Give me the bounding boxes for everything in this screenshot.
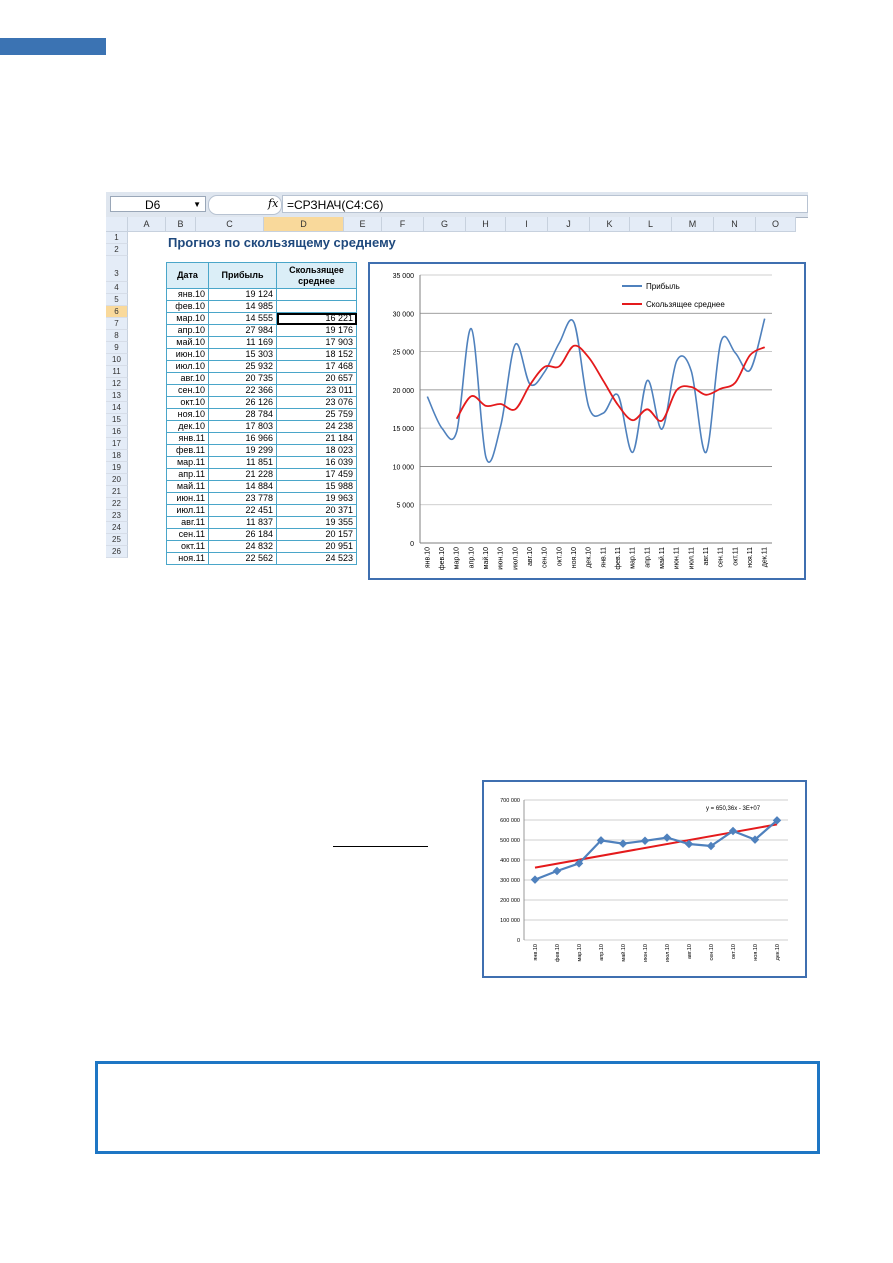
cell-profit[interactable]: 20 735 bbox=[209, 373, 277, 385]
table-row bbox=[167, 301, 357, 313]
x-tick-label: июн.10 bbox=[497, 547, 505, 570]
row-header-24[interactable]: 24 bbox=[106, 522, 128, 534]
cell-profit[interactable]: 28 784 bbox=[209, 409, 277, 421]
table-row bbox=[167, 385, 357, 397]
row-header-21[interactable]: 21 bbox=[106, 486, 128, 498]
table-row bbox=[167, 457, 357, 469]
table-row bbox=[167, 409, 357, 421]
series-line-profit bbox=[427, 319, 764, 463]
y-tick-label: 0 bbox=[516, 938, 520, 944]
y-tick-label: 15 000 bbox=[392, 426, 414, 434]
table-row bbox=[167, 505, 357, 517]
cell-profit[interactable]: 19 124 bbox=[209, 289, 277, 301]
cell-profit[interactable]: 14 985 bbox=[209, 301, 277, 313]
cell-moving-average[interactable]: 20 951 bbox=[277, 541, 357, 553]
x-tick-label: май.10 bbox=[621, 944, 627, 962]
cell-date[interactable]: июн.11 bbox=[167, 493, 209, 505]
cell-date[interactable]: апр.11 bbox=[167, 469, 209, 481]
row-header-20[interactable]: 20 bbox=[106, 474, 128, 486]
cell-moving-average[interactable]: 15 988 bbox=[277, 481, 357, 493]
cell-moving-average[interactable]: 25 759 bbox=[277, 409, 357, 421]
data-point-marker bbox=[663, 833, 671, 841]
row-header-7[interactable]: 7 bbox=[106, 318, 128, 330]
column-header-m[interactable]: M bbox=[672, 217, 714, 232]
y-tick-label: 10 000 bbox=[392, 464, 414, 472]
row-header-14[interactable]: 14 bbox=[106, 402, 128, 414]
row-header-25[interactable]: 25 bbox=[106, 534, 128, 546]
header-accent-bar bbox=[0, 38, 106, 55]
column-header-c[interactable]: C bbox=[196, 217, 264, 232]
cell-date[interactable]: фев.10 bbox=[167, 301, 209, 313]
header-moving-average[interactable]: Скользящее среднее bbox=[277, 263, 357, 289]
table-row bbox=[167, 289, 357, 301]
cell-date[interactable]: июн.10 bbox=[167, 349, 209, 361]
column-header-a[interactable]: A bbox=[128, 217, 166, 232]
cell-profit[interactable]: 11 851 bbox=[209, 457, 277, 469]
cell-date[interactable]: сен.11 bbox=[167, 529, 209, 541]
cell-date[interactable]: июл.10 bbox=[167, 361, 209, 373]
x-tick-label: дек.10 bbox=[775, 944, 781, 961]
table-row bbox=[167, 541, 357, 553]
row-header-2[interactable]: 2 bbox=[106, 244, 128, 256]
table-row bbox=[167, 373, 357, 385]
cell-moving-average[interactable]: 18 152 bbox=[277, 349, 357, 361]
y-tick-label: 300 000 bbox=[500, 878, 520, 884]
x-tick-label: ноя.10 bbox=[571, 547, 578, 569]
cell-profit[interactable]: 22 366 bbox=[209, 385, 277, 397]
x-tick-label: дек.11 bbox=[761, 547, 769, 568]
table-row bbox=[167, 481, 357, 493]
cell-date[interactable]: янв.11 bbox=[167, 433, 209, 445]
column-header-f[interactable]: F bbox=[382, 217, 424, 232]
table-row bbox=[167, 517, 357, 529]
data-point-marker bbox=[553, 867, 561, 875]
cell-date[interactable]: ноя.10 bbox=[167, 409, 209, 421]
x-tick-label: авг.10 bbox=[527, 547, 534, 567]
cell-moving-average[interactable]: 23 076 bbox=[277, 397, 357, 409]
x-tick-label: май.11 bbox=[659, 547, 666, 569]
x-tick-label: янв.10 bbox=[533, 944, 539, 961]
column-header-g[interactable]: G bbox=[424, 217, 466, 232]
cell-date[interactable]: фев.11 bbox=[167, 445, 209, 457]
cell-moving-average[interactable]: 23 011 bbox=[277, 385, 357, 397]
cell-date[interactable]: окт.11 bbox=[167, 541, 209, 553]
x-tick-label: фев.10 bbox=[439, 547, 446, 571]
cell-profit[interactable]: 15 303 bbox=[209, 349, 277, 361]
trend-chart-svg bbox=[484, 782, 805, 976]
cell-profit[interactable]: 26 126 bbox=[209, 397, 277, 409]
data-point-marker bbox=[619, 839, 627, 847]
y-tick-label: 20 000 bbox=[392, 387, 414, 395]
x-tick-label: окт.10 bbox=[731, 944, 737, 960]
table-row bbox=[167, 469, 357, 481]
table-row bbox=[167, 433, 357, 445]
column-header-i[interactable]: I bbox=[506, 217, 548, 232]
table-row bbox=[167, 349, 357, 361]
trendline bbox=[535, 824, 777, 867]
trend-chart[interactable] bbox=[482, 780, 807, 978]
x-tick-label: ноя.11 bbox=[747, 547, 754, 568]
formula-bar bbox=[106, 192, 808, 218]
x-tick-label: июн.11 bbox=[673, 547, 681, 570]
cell-moving-average[interactable]: 24 238 bbox=[277, 421, 357, 433]
sheet-title: Прогноз по скользящему среднему bbox=[168, 235, 396, 250]
column-header-h[interactable]: H bbox=[466, 217, 506, 232]
cell-profit[interactable]: 16 966 bbox=[209, 433, 277, 445]
row-header-11[interactable]: 11 bbox=[106, 366, 128, 378]
cell-date[interactable]: авг.10 bbox=[167, 373, 209, 385]
x-tick-label: янв.10 bbox=[424, 547, 432, 569]
table-row bbox=[167, 493, 357, 505]
table-row bbox=[167, 553, 357, 565]
function-icon[interactable]: fx bbox=[268, 197, 279, 210]
cell-moving-average[interactable]: 19 963 bbox=[277, 493, 357, 505]
cell-date[interactable]: дек.10 bbox=[167, 421, 209, 433]
data-table bbox=[166, 262, 357, 565]
row-header-17[interactable]: 17 bbox=[106, 438, 128, 450]
y-tick-label: 400 000 bbox=[500, 858, 520, 864]
row-header-1[interactable]: 1 bbox=[106, 232, 128, 244]
column-header-o[interactable]: O bbox=[756, 217, 796, 232]
cell-moving-average[interactable]: 17 903 bbox=[277, 337, 357, 349]
data-point-marker bbox=[531, 875, 539, 883]
cell-date[interactable]: сен.10 bbox=[167, 385, 209, 397]
row-header-15[interactable]: 15 bbox=[106, 414, 128, 426]
x-tick-label: апр.10 bbox=[599, 944, 605, 961]
name-box-value: D6 bbox=[145, 198, 161, 212]
y-tick-label: 200 000 bbox=[500, 898, 520, 904]
cell-profit[interactable]: 22 451 bbox=[209, 505, 277, 517]
cell-date[interactable]: май.11 bbox=[167, 481, 209, 493]
table-row bbox=[167, 397, 357, 409]
table-row bbox=[167, 325, 357, 337]
cell-moving-average[interactable]: 16 221 bbox=[277, 313, 357, 325]
cell-moving-average[interactable]: 20 371 bbox=[277, 505, 357, 517]
legend-label: Скользящее среднее bbox=[646, 300, 725, 309]
series-line bbox=[535, 820, 777, 879]
x-tick-label: авг.11 bbox=[703, 547, 710, 566]
cell-profit[interactable]: 23 778 bbox=[209, 493, 277, 505]
column-header-l[interactable]: L bbox=[630, 217, 672, 232]
cell-moving-average[interactable]: 17 459 bbox=[277, 469, 357, 481]
row-header-19[interactable]: 19 bbox=[106, 462, 128, 474]
row-header-6[interactable]: 6 bbox=[106, 306, 128, 318]
x-tick-label: июл.11 bbox=[688, 547, 696, 570]
name-box[interactable] bbox=[110, 196, 206, 212]
spreadsheet-window bbox=[106, 192, 808, 586]
table-row bbox=[167, 361, 357, 373]
x-tick-label: окт.10 bbox=[556, 547, 564, 567]
cell-moving-average[interactable]: 24 523 bbox=[277, 553, 357, 565]
cell-date[interactable]: авг.11 bbox=[167, 517, 209, 529]
cell-moving-average[interactable]: 21 184 bbox=[277, 433, 357, 445]
table-row bbox=[167, 337, 357, 349]
x-tick-label: май.10 bbox=[483, 547, 490, 570]
x-tick-label: апр.11 bbox=[644, 547, 652, 568]
cell-profit[interactable]: 11 169 bbox=[209, 337, 277, 349]
x-tick-label: окт.11 bbox=[732, 547, 740, 566]
header-profit[interactable]: Прибыль bbox=[209, 263, 277, 289]
row-header-13[interactable]: 13 bbox=[106, 390, 128, 402]
column-header-e[interactable]: E bbox=[344, 217, 382, 232]
legend-label: Прибыль bbox=[646, 282, 680, 291]
cell-date[interactable]: июл.11 bbox=[167, 505, 209, 517]
x-tick-label: сен.10 bbox=[541, 547, 549, 568]
table-row bbox=[167, 313, 357, 325]
cell-profit[interactable]: 22 562 bbox=[209, 553, 277, 565]
column-header-n[interactable]: N bbox=[714, 217, 756, 232]
y-tick-label: 25 000 bbox=[392, 349, 414, 357]
row-header-18[interactable]: 18 bbox=[106, 450, 128, 462]
x-tick-label: дек.10 bbox=[585, 547, 593, 568]
cell-date[interactable]: окт.10 bbox=[167, 397, 209, 409]
x-tick-label: сен.10 bbox=[709, 944, 715, 961]
y-tick-label: 700 000 bbox=[500, 798, 520, 804]
cell-date[interactable]: мар.10 bbox=[167, 313, 209, 325]
x-tick-label: ноя.10 bbox=[753, 944, 759, 961]
cell-profit[interactable]: 11 837 bbox=[209, 517, 277, 529]
x-tick-label: фев.10 bbox=[555, 944, 561, 963]
row-header-23[interactable]: 23 bbox=[106, 510, 128, 522]
cell-profit[interactable]: 25 932 bbox=[209, 361, 277, 373]
cell-moving-average[interactable]: 17 468 bbox=[277, 361, 357, 373]
cell-date[interactable]: апр.10 bbox=[167, 325, 209, 337]
cell-moving-average[interactable]: 16 039 bbox=[277, 457, 357, 469]
row-header-5[interactable]: 5 bbox=[106, 294, 128, 306]
x-tick-label: мар.10 bbox=[453, 547, 461, 570]
cell-profit[interactable]: 14 884 bbox=[209, 481, 277, 493]
row-header-3[interactable]: 3 bbox=[106, 256, 128, 282]
underline-rule bbox=[333, 846, 428, 847]
cell-moving-average[interactable]: 20 657 bbox=[277, 373, 357, 385]
x-tick-label: сен.11 bbox=[717, 547, 725, 568]
y-tick-label: 30 000 bbox=[392, 311, 414, 319]
table-row bbox=[167, 421, 357, 433]
x-tick-label: мар.11 bbox=[629, 547, 637, 569]
header-date[interactable]: Дата bbox=[167, 263, 209, 289]
data-point-marker bbox=[641, 837, 649, 845]
x-tick-label: авг.10 bbox=[687, 944, 693, 959]
cell-moving-average[interactable] bbox=[277, 289, 357, 301]
y-tick-label: 0 bbox=[410, 541, 414, 548]
table-row bbox=[167, 445, 357, 457]
y-tick-label: 35 000 bbox=[392, 273, 414, 280]
column-header-j[interactable]: J bbox=[548, 217, 590, 232]
table-row bbox=[167, 529, 357, 541]
x-tick-label: июл.10 bbox=[512, 547, 520, 570]
moving-average-chart-svg bbox=[370, 264, 804, 578]
x-tick-label: янв.11 bbox=[600, 547, 608, 568]
cell-profit[interactable]: 17 803 bbox=[209, 421, 277, 433]
cell-moving-average[interactable]: 20 157 bbox=[277, 529, 357, 541]
moving-average-chart[interactable] bbox=[368, 262, 806, 580]
cell-moving-average[interactable]: 19 355 bbox=[277, 517, 357, 529]
y-tick-label: 100 000 bbox=[500, 918, 520, 924]
cell-profit[interactable]: 14 555 bbox=[209, 313, 277, 325]
chevron-down-icon[interactable]: ▼ bbox=[193, 200, 201, 209]
y-tick-label: 5 000 bbox=[396, 502, 414, 510]
row-header-10[interactable]: 10 bbox=[106, 354, 128, 366]
cell-date[interactable]: май.10 bbox=[167, 337, 209, 349]
y-tick-label: 500 000 bbox=[500, 838, 520, 844]
cell-profit[interactable]: 27 984 bbox=[209, 325, 277, 337]
cell-moving-average[interactable]: 19 176 bbox=[277, 325, 357, 337]
note-box bbox=[95, 1061, 820, 1154]
select-all-corner[interactable] bbox=[106, 217, 128, 232]
cell-date[interactable]: ноя.11 bbox=[167, 553, 209, 565]
x-tick-label: фев.11 bbox=[615, 547, 622, 570]
row-header-9[interactable]: 9 bbox=[106, 342, 128, 354]
row-header-26[interactable]: 26 bbox=[106, 546, 128, 558]
x-tick-label: апр.10 bbox=[468, 547, 476, 569]
x-tick-label: июл.10 bbox=[665, 944, 671, 962]
cell-moving-average[interactable]: 18 023 bbox=[277, 445, 357, 457]
row-header-22[interactable]: 22 bbox=[106, 498, 128, 510]
row-header-8[interactable]: 8 bbox=[106, 330, 128, 342]
column-header-b[interactable]: B bbox=[166, 217, 196, 232]
column-header-k[interactable]: K bbox=[590, 217, 630, 232]
y-tick-label: 600 000 bbox=[500, 818, 520, 824]
row-header-16[interactable]: 16 bbox=[106, 426, 128, 438]
column-header-d[interactable]: D bbox=[264, 217, 344, 232]
cell-date[interactable]: янв.10 bbox=[167, 289, 209, 301]
row-header-4[interactable]: 4 bbox=[106, 282, 128, 294]
x-tick-label: июн.10 bbox=[643, 944, 649, 962]
cell-profit[interactable]: 24 832 bbox=[209, 541, 277, 553]
x-tick-label: мар.10 bbox=[577, 944, 583, 962]
cell-moving-average[interactable] bbox=[277, 301, 357, 313]
formula-input[interactable]: =СРЗНАЧ(C4:C6) bbox=[282, 195, 808, 213]
cell-date[interactable]: мар.11 bbox=[167, 457, 209, 469]
cell-profit[interactable]: 21 228 bbox=[209, 469, 277, 481]
cell-profit[interactable]: 19 299 bbox=[209, 445, 277, 457]
trendline-equation: y = 650,36x - 3E+07 bbox=[706, 806, 761, 812]
cell-profit[interactable]: 26 184 bbox=[209, 529, 277, 541]
row-header-12[interactable]: 12 bbox=[106, 378, 128, 390]
